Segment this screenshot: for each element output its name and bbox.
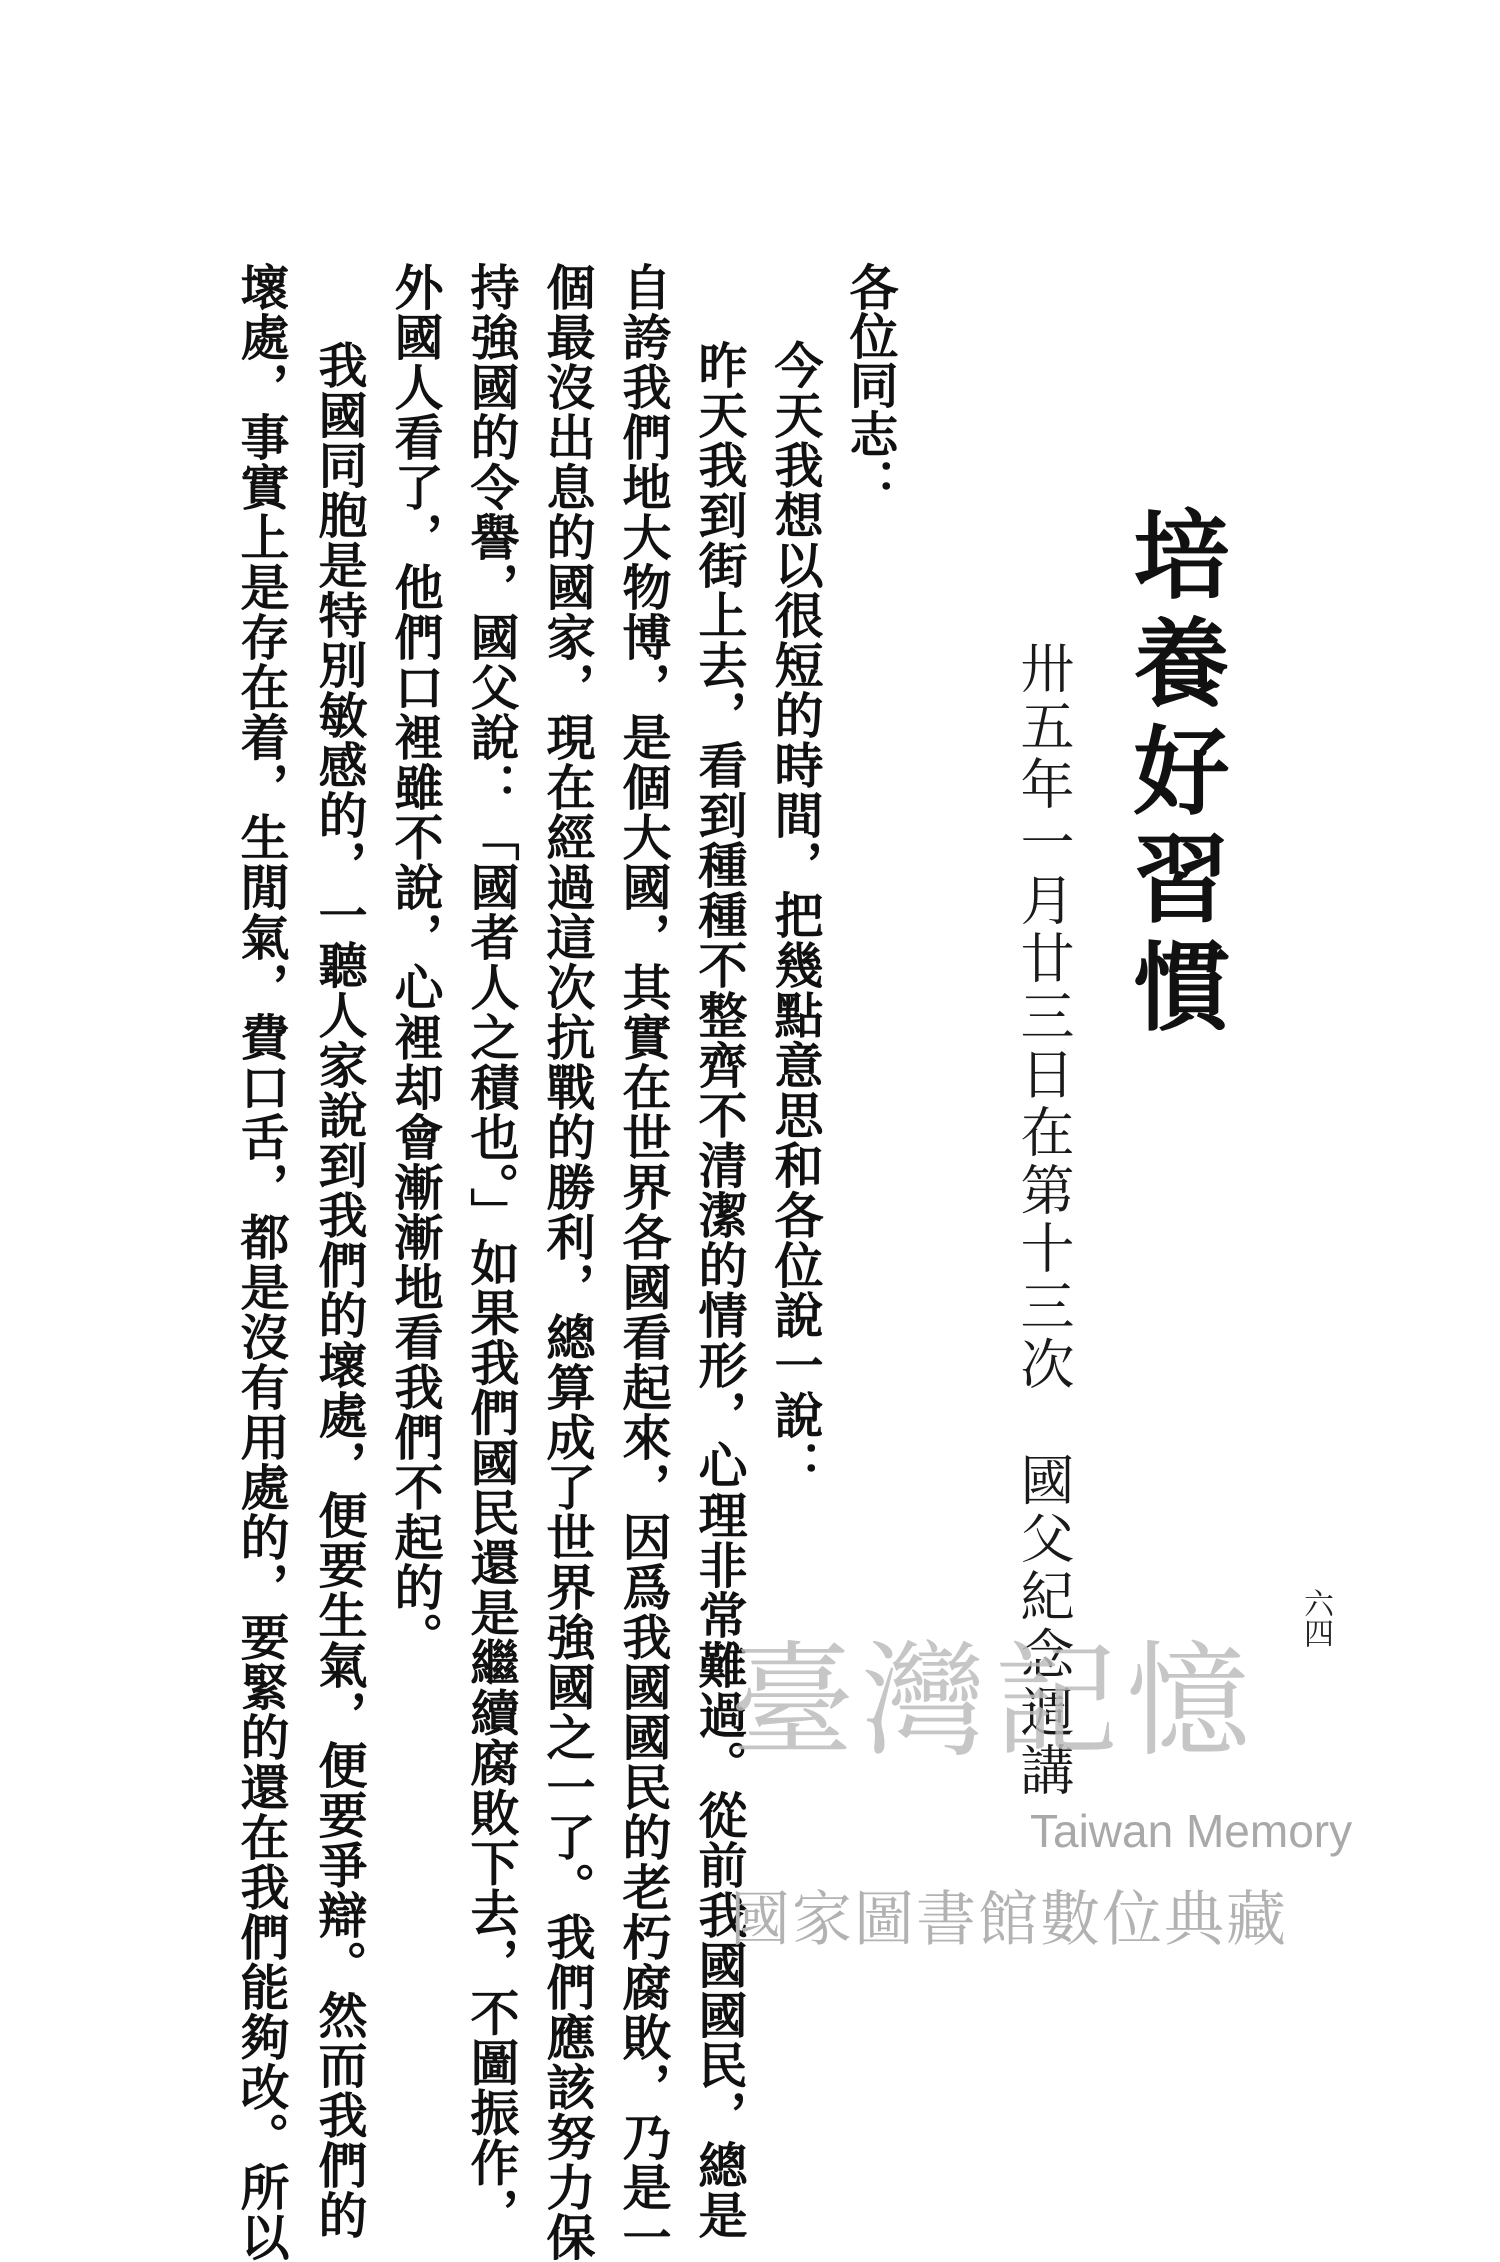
salutation: 各位同志： — [842, 262, 900, 507]
body-line: 我國同胞是特別敏感的，一聽人家說到我們的壞處，便要生氣，便要爭辯。然而我們的 — [311, 340, 369, 2240]
body-line: 壞處，事實上是存在着，生閒氣，費口舌，都是沒有用處的，要緊的還在我們能夠改。所以 — [233, 262, 291, 2262]
page-title: 培養好習慣 — [1118, 505, 1231, 1045]
body-line: 昨天我到街上去，看到種種不整齊不清潔的情形，心理非常難過。從前我國國民，總是 — [691, 340, 749, 2240]
body-line: 個最沒出息的國家，現在經過這次抗戰的勝利，總算成了世界強國之一了。我們應該努力保 — [539, 262, 597, 2262]
watermark — [730, 1630, 1410, 2000]
body-line: 自誇我們地大物博，是個大國，其實在世界各國看起來，因爲我國國民的老朽腐敗，乃是一 — [615, 262, 673, 2262]
speech-date-line: 卅五年一月廿三日在第十三次 國父紀念週講 — [1012, 640, 1075, 1800]
body-line: 今天我想以很短的時間，把幾點意思和各位說一說： — [767, 340, 825, 1490]
watermark-english: Taiwan Memory — [1030, 1805, 1353, 1857]
watermark-institution: 國家圖書館數位典藏 — [730, 1885, 1288, 1955]
watermark-chinese-logo: 臺灣記憶 — [730, 1630, 1259, 1774]
body-line: 持強國的令譽，國父說：「國者人之積也。」如果我們國民還是繼續腐敗下去，不圖振作， — [463, 262, 521, 2238]
page-number: 六四 — [1298, 1588, 1333, 1648]
body-line: 外國人看了，他們口裡雖不說，心裡却會漸漸地看我們不起的。 — [387, 262, 445, 1662]
